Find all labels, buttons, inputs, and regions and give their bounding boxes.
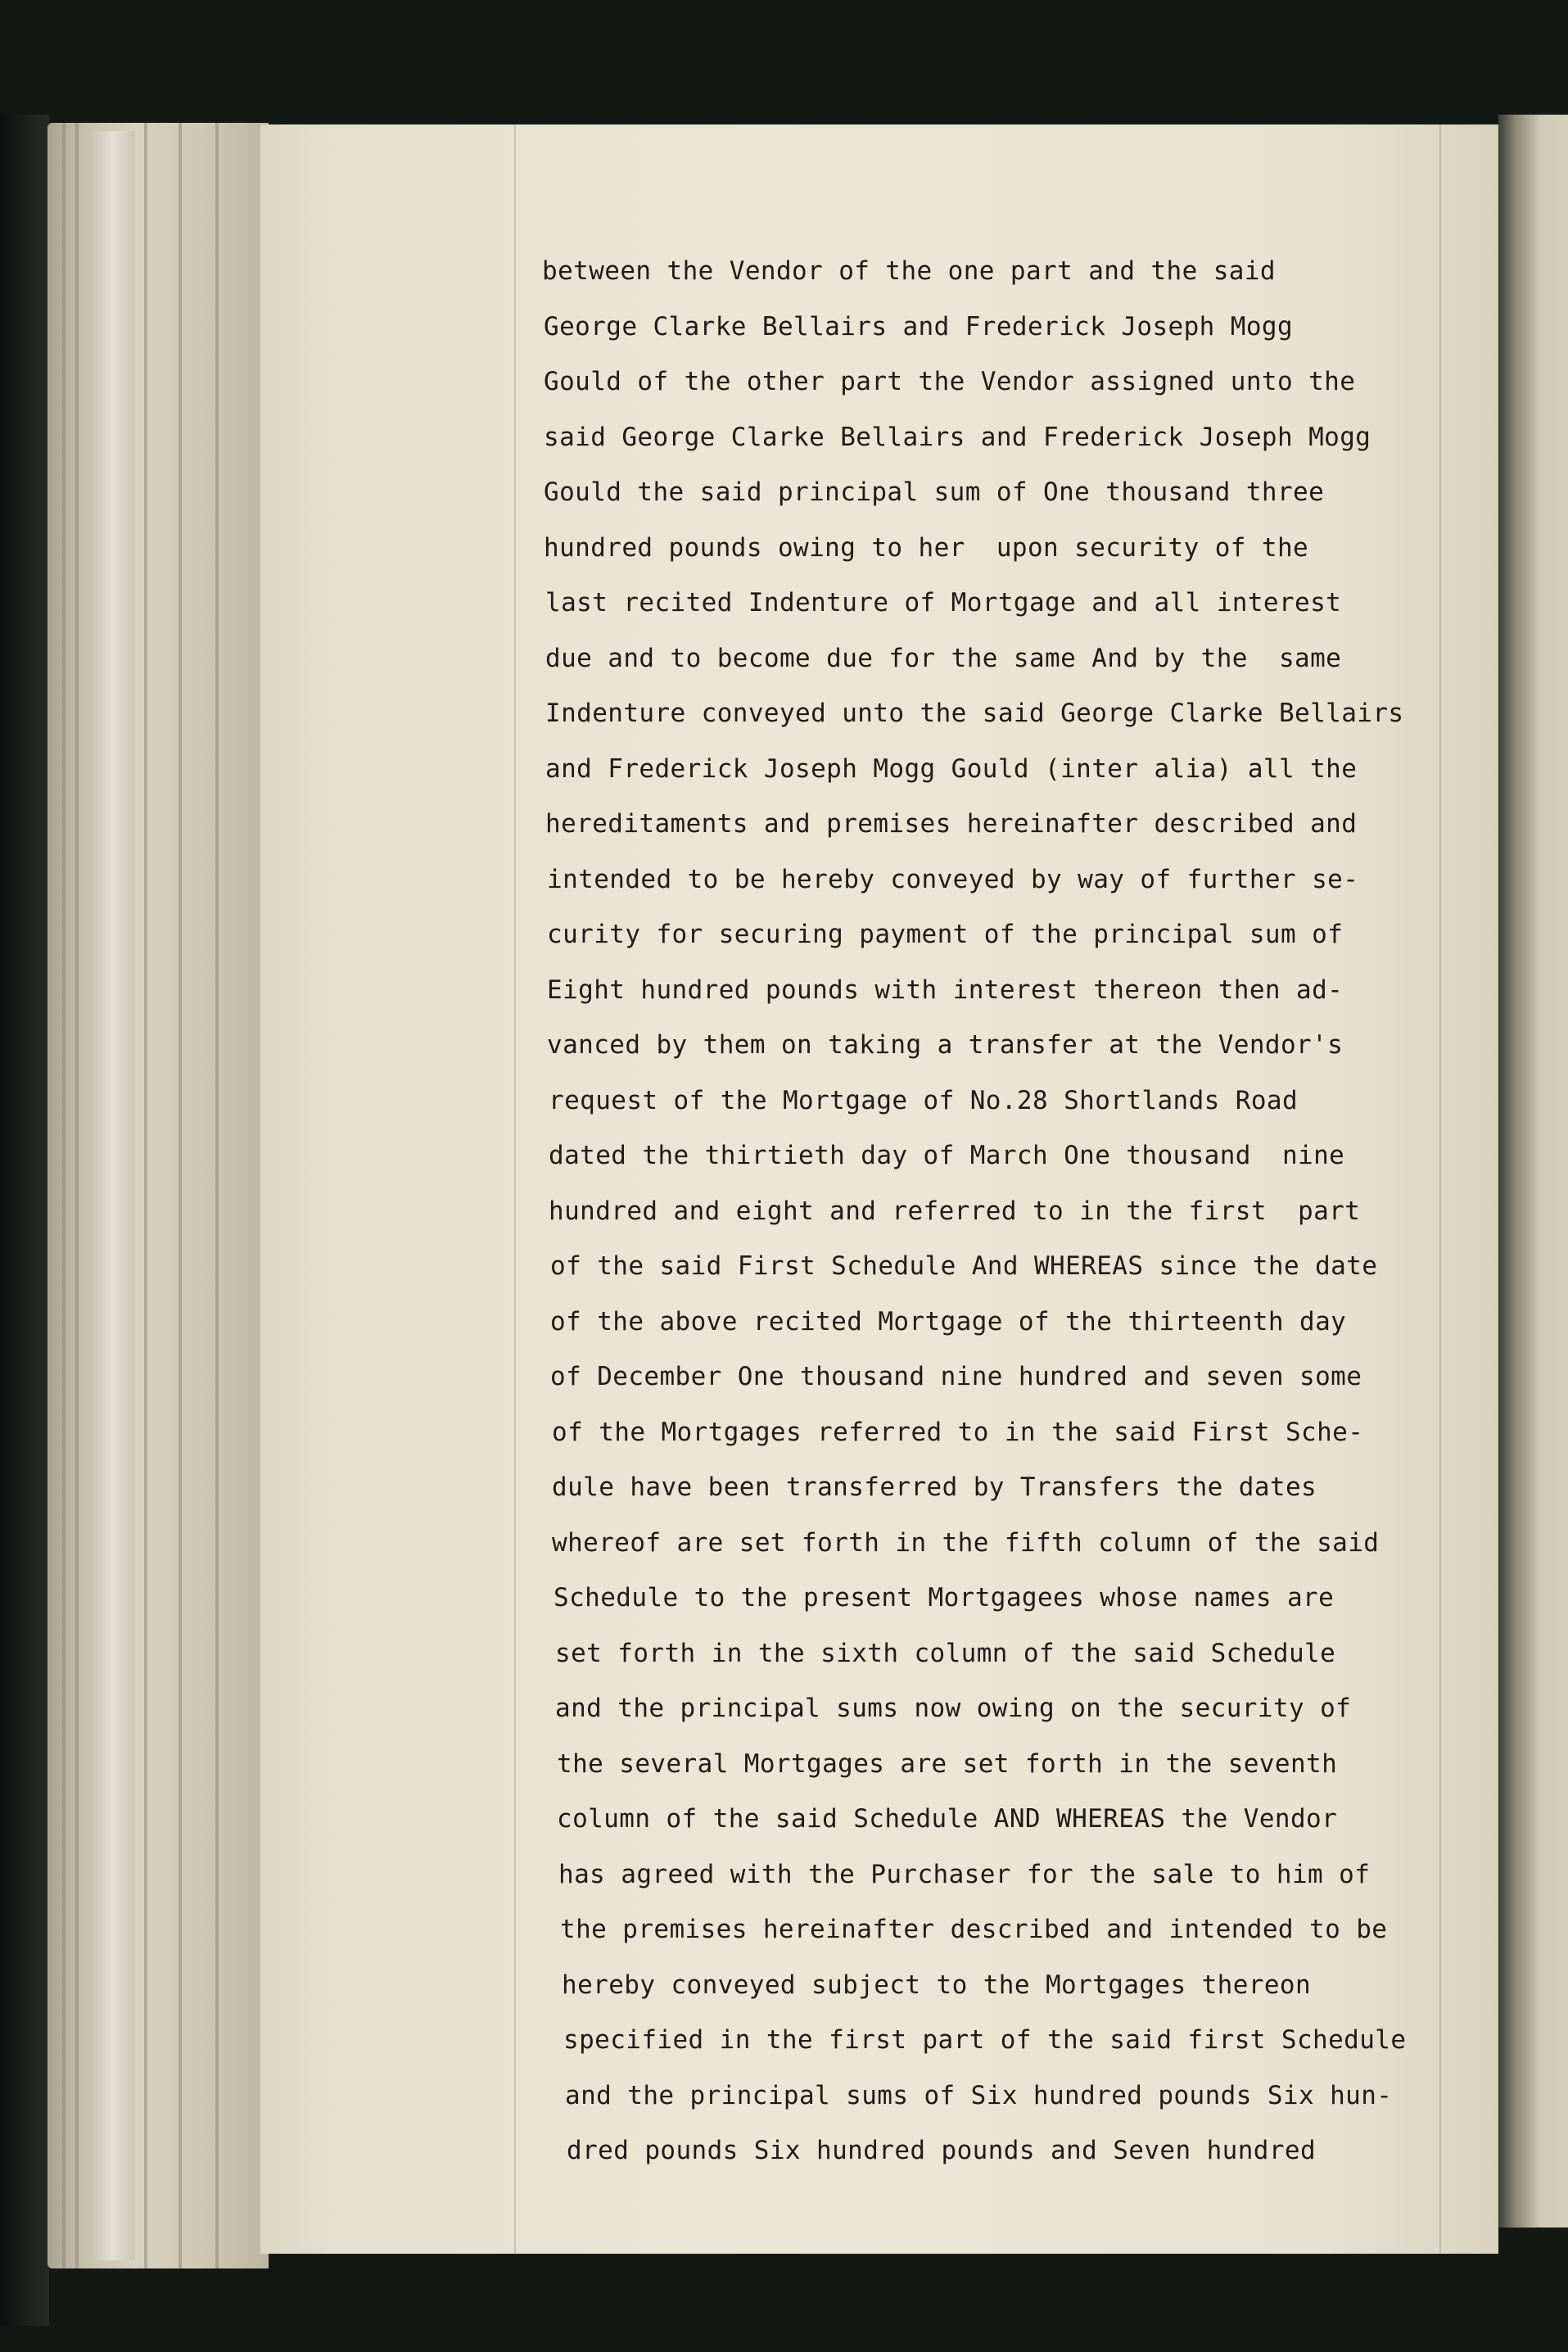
text-line: has agreed with the Purchaser for the sale to him of bbox=[558, 1859, 1371, 1889]
text-line: request of the Mortgage of No.28 Shortlands Road bbox=[549, 1085, 1299, 1115]
page-edge bbox=[144, 123, 147, 2268]
text-line: dred pounds Six hundred pounds and Seven hundred bbox=[567, 2136, 1317, 2165]
text-line: column of the said Schedule AND WHEREAS the Vendor bbox=[557, 1804, 1338, 1834]
text-line: set forth in the sixth column of the said Schedule bbox=[555, 1638, 1336, 1668]
text-line: between the Vendor of the one part and the said bbox=[542, 256, 1276, 286]
text-line: curity for securing payment of the principal sum of bbox=[547, 920, 1344, 949]
text-line: Schedule to the present Mortgagees whose names are bbox=[554, 1583, 1335, 1612]
text-line: of the above recited Mortgage of the thirteenth day bbox=[550, 1306, 1347, 1337]
page-edge bbox=[178, 123, 182, 2268]
text-line: dule have been transferred by Transfers the dates bbox=[552, 1472, 1317, 1502]
page-edge bbox=[215, 123, 219, 2268]
text-line: hereditaments and premises hereinafter described and bbox=[545, 809, 1358, 839]
page-edge bbox=[75, 123, 79, 2268]
text-line: and the principal sums of Six hundred pounds Six hun- bbox=[565, 2080, 1393, 2110]
text-line: of the said First Schedule And WHEREAS since the date bbox=[550, 1251, 1378, 1281]
text-line: George Clarke Bellairs and Frederick Joseph Mogg bbox=[544, 311, 1294, 341]
text-line: whereof are set forth in the fifth column of the said bbox=[552, 1527, 1380, 1558]
page-edge bbox=[62, 123, 66, 2268]
right-page-edge bbox=[1498, 115, 1568, 2228]
text-line: hundred and eight and referred to in the first part bbox=[549, 1196, 1361, 1226]
typed-text-block bbox=[542, 244, 1475, 2179]
binding-tab-strip bbox=[90, 131, 135, 2260]
text-line: Gould of the other part the Vendor assigned unto the bbox=[544, 367, 1356, 396]
text-line: and the principal sums now owing on the security of bbox=[555, 1694, 1352, 1723]
text-line: due and to become due for the same And by the same bbox=[545, 643, 1342, 673]
text-line: specified in the first part of the said first Schedule bbox=[563, 2025, 1407, 2055]
text-line: intended to be hereby conveyed by way of further se- bbox=[547, 864, 1359, 894]
book-binding bbox=[0, 115, 49, 2326]
text-line: the several Mortgages are set forth in the seventh bbox=[557, 1748, 1338, 1779]
text-line: Gould the said principal sum of One thousand three bbox=[544, 477, 1325, 507]
text-line: said George Clarke Bellairs and Frederick Joseph Mogg bbox=[544, 422, 1371, 452]
text-line: hereby conveyed subject to the Mortgages thereon bbox=[562, 1970, 1312, 2000]
text-line: Eight hundred pounds with interest thereon then ad- bbox=[547, 975, 1344, 1005]
text-line: Indenture conveyed unto the said George Clarke Bellairs bbox=[545, 699, 1404, 728]
margin-rule-left bbox=[514, 124, 516, 2254]
text-line: vanced by them on taking a transfer at the Vendor's bbox=[547, 1030, 1344, 1060]
left-page-stack bbox=[47, 123, 269, 2268]
text-line: of December One thousand nine hundred and seven some bbox=[550, 1362, 1362, 1391]
text-line: of the Mortgages referred to in the said First Sche- bbox=[552, 1417, 1364, 1447]
text-line: last recited Indenture of Mortgage and all interest bbox=[545, 588, 1342, 617]
text-line: dated the thirtieth day of March One thousand nine bbox=[549, 1141, 1345, 1170]
text-line: the premises hereinafter described and intended to be bbox=[560, 1915, 1388, 1944]
text-line: and Frederick Joseph Mogg Gould (inter alia) all the bbox=[545, 753, 1358, 784]
text-line: hundred pounds owing to her upon security of the bbox=[544, 532, 1309, 563]
